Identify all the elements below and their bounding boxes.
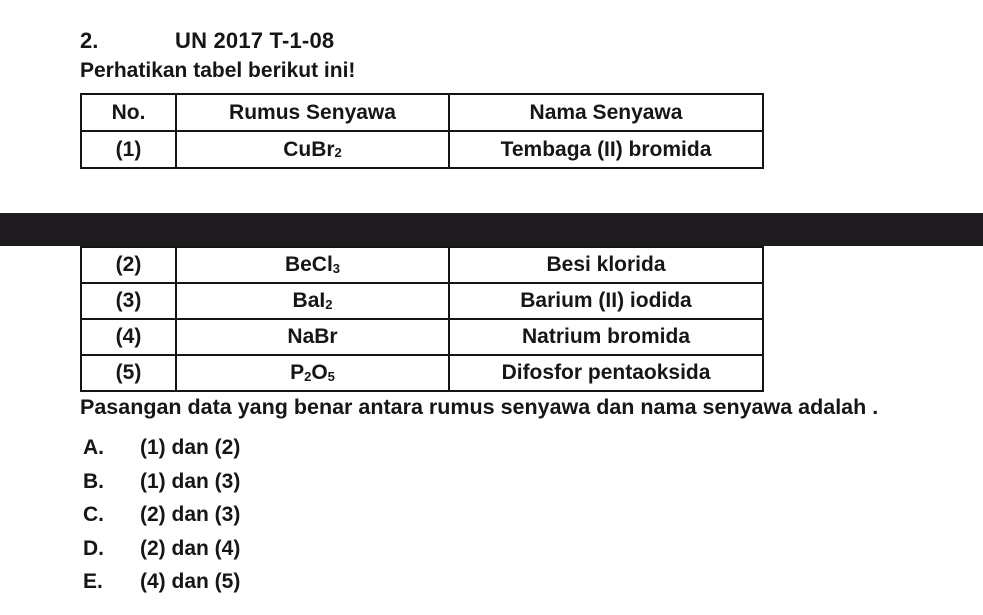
question-number: 2. [80, 28, 99, 53]
formula-cell: BaI $_2$ [177, 284, 450, 318]
row-number-cell: (3) [82, 284, 177, 318]
option-text: (1) dan (3) [140, 469, 241, 493]
option-letter: A. [83, 436, 104, 459]
formula-cell: P $_2$ O $_5$ [177, 356, 450, 390]
header-cell-name: Nama Senyawa [529, 100, 683, 124]
compound-table-bottom [80, 246, 764, 392]
answer-option-d [83, 536, 583, 570]
table-row [82, 356, 762, 390]
table-row [82, 320, 762, 356]
answer-option-c [83, 502, 583, 536]
answer-option-e [83, 569, 583, 603]
formula-cell: NaBr [177, 320, 450, 354]
option-letter: C. [83, 503, 104, 526]
option-letter: B. [83, 469, 104, 493]
option-text: (2) dan (4) [140, 536, 241, 560]
option-letter: E. [83, 570, 103, 593]
answer-options [83, 435, 583, 603]
header-cell-formula: Rumus Senyawa [177, 95, 450, 130]
header-cell-no: No. [82, 95, 177, 130]
question-code: UN 2017 T-1-08 [175, 28, 335, 53]
row-number-cell: (5) [82, 356, 177, 390]
intro-text: Perhatikan tabel berikut ini! [80, 59, 356, 82]
formula-cell: BeCl $_3$ [177, 248, 450, 282]
redaction-bar [0, 213, 983, 246]
name-cell: Besi klorida [546, 253, 666, 276]
formula-cell: CuBr $_2$ [177, 132, 450, 167]
name-cell: Barium (II) iodida [520, 289, 692, 312]
option-text: (2) dan (3) [140, 503, 241, 526]
answer-option-b [83, 469, 583, 503]
name-cell: Difosfor pentaoksida [501, 361, 711, 384]
option-letter: D. [83, 536, 104, 560]
answer-option-a [83, 435, 583, 469]
row-number-cell: (2) [82, 248, 177, 282]
option-text: (1) dan (2) [140, 436, 241, 459]
row-number-cell: (1) [82, 132, 177, 167]
table-row [82, 284, 762, 320]
option-text: (4) dan (5) [140, 570, 241, 593]
compound-table-top [80, 93, 764, 169]
name-cell: Tembaga (II) bromida [500, 137, 712, 161]
table-row [82, 132, 762, 167]
name-cell: Natrium bromida [521, 325, 691, 348]
table-header-row [82, 95, 762, 132]
table-row [82, 248, 762, 284]
question-prompt: Pasangan data yang benar antara rumus senyawa dan nama senyawa adalah . [80, 395, 879, 419]
row-number-cell: (4) [82, 320, 177, 354]
